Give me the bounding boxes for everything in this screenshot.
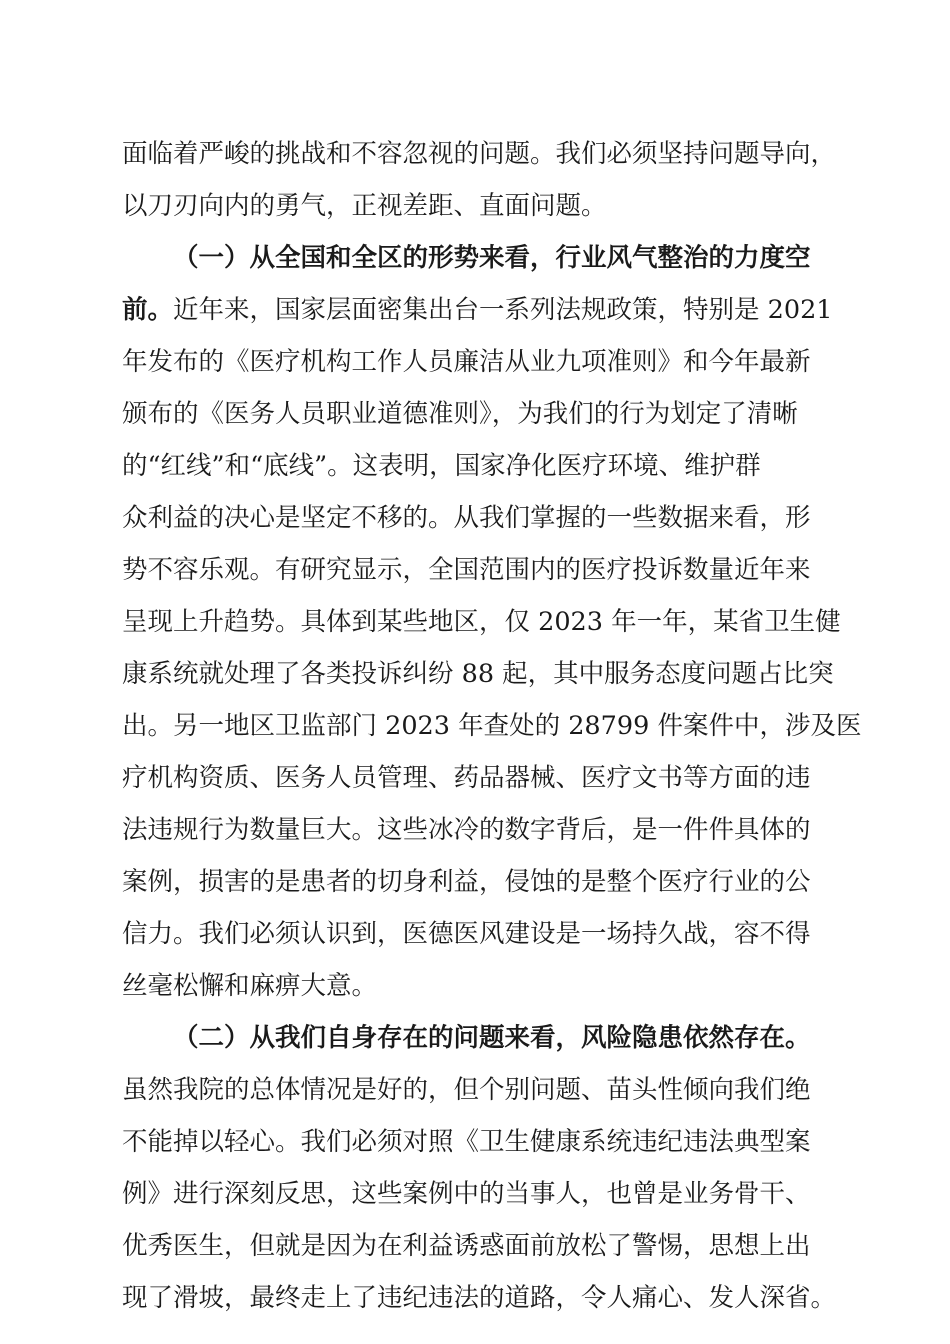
text-line: 以刀刃向内的勇气，正视差距、直面问题。 <box>122 191 607 221</box>
text-line: 案例，损害的是患者的切身利益，侵蚀的是整个医疗行业的公 <box>122 867 811 897</box>
text-line: 康系统就处理了各类投诉纠纷 88 起，其中服务态度问题占比突 <box>122 659 834 689</box>
text-line: 颁布的《医务人员职业道德准则》，为我们的行为划定了清晰 <box>122 399 798 429</box>
text-line: 出。另一地区卫监部门 2023 年查处的 28799 件案件中，涉及医 <box>122 711 862 741</box>
text-line: 的“红线”和“底线”。这表明，国家净化医疗环境、维护群 <box>122 451 761 481</box>
text-line: 众利益的决心是坚定不移的。从我们掌握的一些数据来看，形 <box>122 503 811 533</box>
text-line: 面临着严峻的挑战和不容忽视的问题。我们必须坚持问题导向， <box>122 139 837 169</box>
text-line: 疗机构资质、医务人员管理、药品器械、医疗文书等方面的违 <box>122 763 811 793</box>
text-line: 不能掉以轻心。我们必须对照《卫生健康系统违纪违法典型案 <box>122 1127 811 1157</box>
text-line: 虽然我院的总体情况是好的，但个别问题、苗头性倾向我们绝 <box>122 1075 811 1105</box>
text-line: 信力。我们必须认识到，医德医风建设是一场持久战，容不得 <box>122 919 811 949</box>
text-line: 势不容乐观。有研究显示，全国范围内的医疗投诉数量近年来 <box>122 555 811 585</box>
text-line: 呈现上升趋势。具体到某些地区，仅 2023 年一年，某省卫生健 <box>122 607 841 637</box>
section-heading-1: （一）从全国和全区的形势来看，行业风气整治的力度空 <box>173 243 811 273</box>
text-line: 现了滑坡，最终走上了违纪违法的道路，令人痛心、发人深省。 <box>122 1283 837 1313</box>
text-line: 法违规行为数量巨大。这些冰冷的数字背后，是一件件具体的 <box>122 815 811 845</box>
text-line: 丝毫松懈和麻痹大意。 <box>122 971 378 1001</box>
text-line: 年发布的《医疗机构工作人员廉洁从业九项准则》和今年最新 <box>122 347 811 377</box>
text-line: 前。近年来，国家层面密集出台一系列法规政策，特别是 2021 <box>122 295 833 325</box>
section-heading-2: （二）从我们自身存在的问题来看，风险隐患依然存在。 <box>173 1023 811 1053</box>
text-line: 优秀医生，但就是因为在利益诱惑面前放松了警惕，思想上出 <box>122 1231 811 1261</box>
text-line: 例》进行深刻反思，这些案例中的当事人，也曾是业务骨干、 <box>122 1179 811 1209</box>
section-heading-1-end: 前。 <box>122 295 174 325</box>
